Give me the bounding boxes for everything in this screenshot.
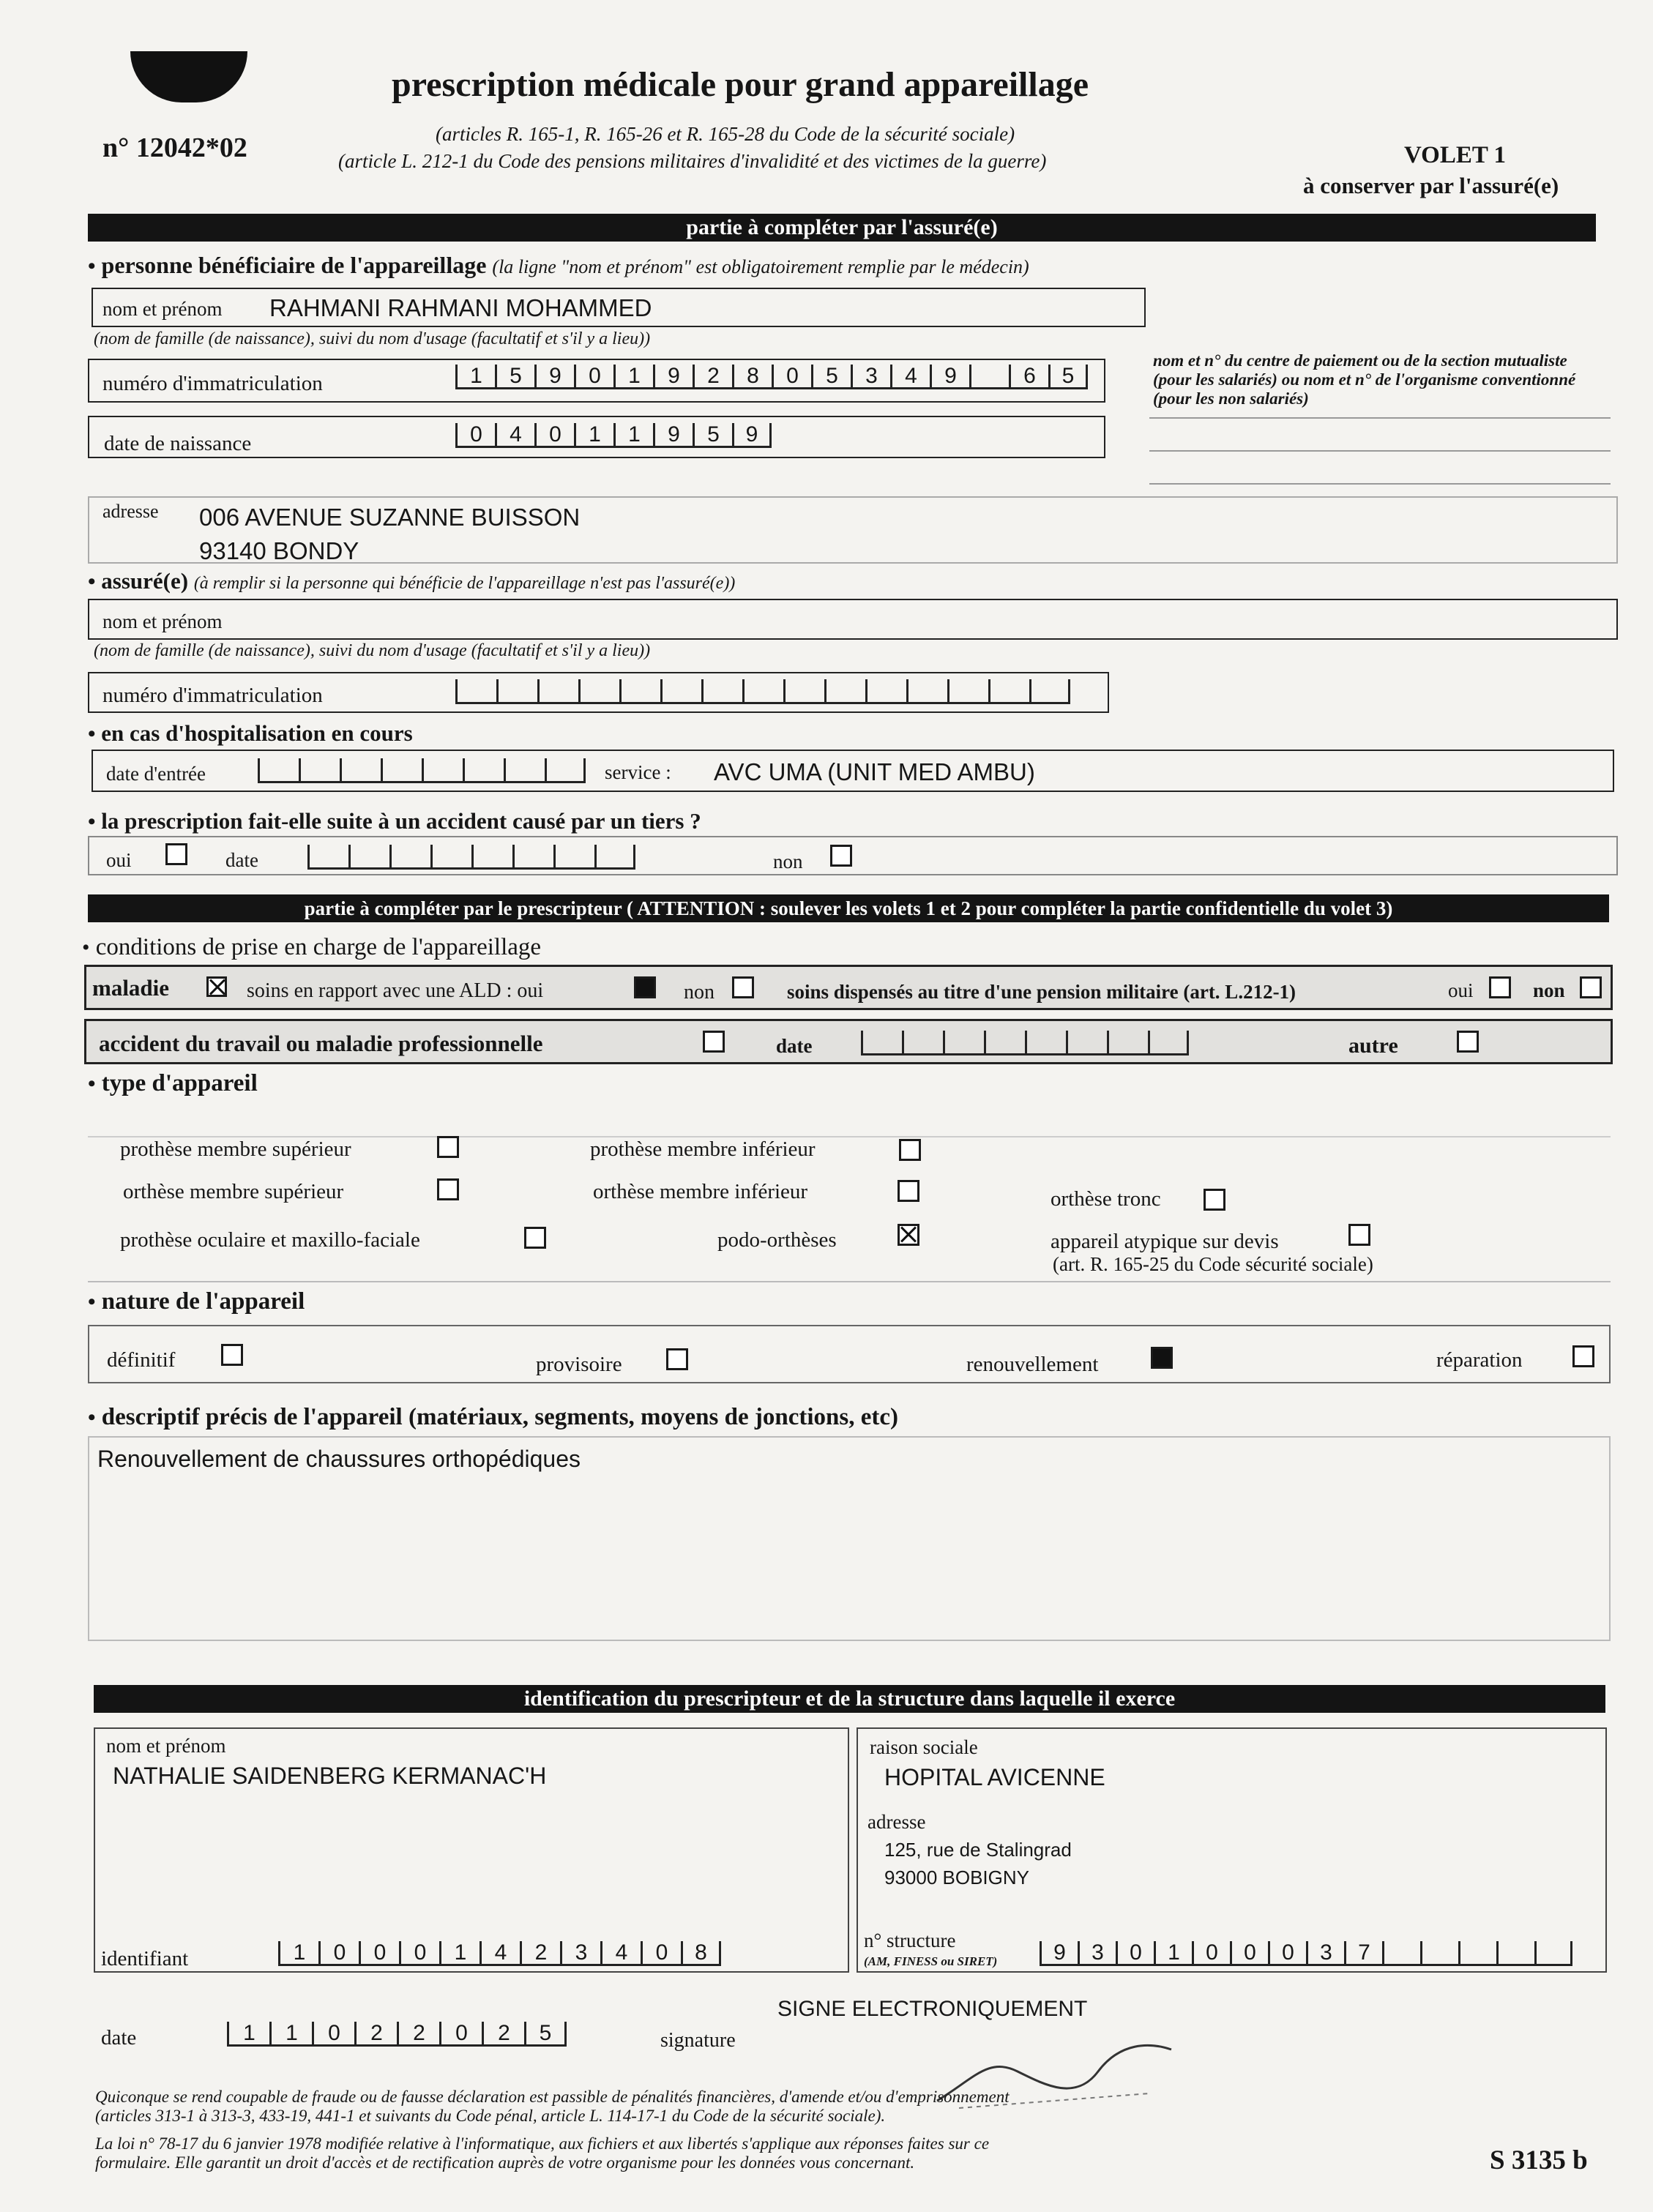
digit-cell[interactable]: 4 <box>890 365 930 389</box>
digit-cell[interactable]: 0 <box>1116 1941 1154 1966</box>
identifiant-label: identifiant <box>101 1947 189 1970</box>
digit-cell[interactable] <box>594 845 635 870</box>
accident-heading <box>88 808 701 834</box>
digit-cell[interactable] <box>340 758 381 783</box>
digit-cell[interactable]: 5 <box>495 365 534 389</box>
structure-adresse-label: adresse <box>867 1811 926 1833</box>
insured-heading <box>88 568 735 594</box>
type-orthese-inf-label: orthèse membre inférieur <box>593 1180 808 1203</box>
centre-paiement-note: nom et n° du centre de paiement ou de la section mutualiste (pour les salariés) ou nom et n° de l'organisme conventionné (pour les non salariés) <box>1153 351 1576 408</box>
digit-cell[interactable]: 1 <box>574 423 613 448</box>
structure-number-label: n° structure <box>864 1929 956 1951</box>
ald-oui-checkbox[interactable] <box>634 976 656 998</box>
digit-cell[interactable]: 3 <box>851 365 890 389</box>
digit-cell[interactable] <box>381 758 422 783</box>
bullet-icon: • <box>88 1405 96 1430</box>
ald-non-checkbox[interactable] <box>732 976 754 998</box>
nature-renouvellement-label: renouvellement <box>966 1353 1099 1376</box>
insured-immat-label: numéro d'immatriculation <box>102 684 323 707</box>
accident-date-label: date <box>225 849 258 871</box>
signed-electronically: SIGNE ELECTRONIQUEMENT <box>777 1997 1088 2021</box>
digit-cell[interactable]: 1 <box>227 2022 269 2047</box>
type-orthese-sup-checkbox[interactable] <box>437 1178 459 1200</box>
digit-cell[interactable] <box>463 758 504 783</box>
digit-cell[interactable] <box>902 1031 943 1055</box>
page-title: prescription médicale pour grand appareillage <box>392 65 1089 104</box>
nature-renouvellement-checkbox[interactable] <box>1151 1347 1173 1369</box>
digit-cell[interactable]: 0 <box>641 1941 681 1966</box>
beneficiary-name-label: nom et prénom <box>102 298 223 320</box>
address-line-2: 93140 BONDY <box>199 537 359 564</box>
prescriber-name-value: NATHALIE SAIDENBERG KERMANAC'H <box>113 1763 547 1789</box>
beneficiary-name-hint: (nom de famille (de naissance), suivi du nom d'usage (facultatif et s'il y a lieu)) <box>94 329 651 348</box>
digit-cell[interactable]: 1 <box>278 1941 318 1966</box>
accident-date-digits[interactable] <box>307 845 635 870</box>
pension-non-label: non <box>1533 979 1565 1001</box>
digit-cell[interactable]: 0 <box>439 2022 482 2047</box>
fraud-notice-2: (articles 313-1 à 313-3, 433-19, 441-1 et suivants du Code pénal, article L. 114-17-1 du Code de la sécurité sociale). <box>95 2107 886 2125</box>
digit-cell[interactable]: 9 <box>653 423 693 448</box>
cerfa-logo <box>130 51 247 102</box>
type-prothese-inf-label: prothèse membre inférieur <box>590 1137 816 1161</box>
section-bar-identification: identification du prescripteur et de la structure dans laquelle il exerce <box>94 1685 1605 1713</box>
at-date-label: date <box>776 1035 813 1057</box>
digit-cell[interactable] <box>553 845 594 870</box>
digit-cell[interactable] <box>1066 1031 1107 1055</box>
digit-cell[interactable] <box>578 679 619 704</box>
entry-date-label: date d'entrée <box>106 763 206 785</box>
dob-label: date de naissance <box>104 432 252 455</box>
nature-field <box>88 1325 1611 1383</box>
identifiant-digits[interactable] <box>278 1941 721 1966</box>
digit-cell[interactable]: 1 <box>455 365 495 389</box>
accident-oui-label: oui <box>106 849 132 871</box>
type-atypique-ref: (art. R. 165-25 du Code sécurité sociale) <box>1053 1253 1373 1275</box>
hospital-heading <box>88 720 413 747</box>
digit-cell[interactable]: 0 <box>534 423 574 448</box>
maladie-label: maladie <box>92 975 170 1001</box>
at-date-digits[interactable] <box>861 1031 1189 1055</box>
accident-heading-text: la prescription fait-elle suite à un accident causé par un tiers ? <box>101 808 701 834</box>
digit-cell[interactable] <box>1382 1941 1420 1966</box>
digit-cell[interactable] <box>906 679 947 704</box>
pension-oui-checkbox[interactable] <box>1489 976 1511 998</box>
digit-cell[interactable]: 0 <box>312 2022 354 2047</box>
descriptif-value: Renouvellement de chaussures orthopédiques <box>97 1446 581 1472</box>
type-prothese-oculaire-label: prothèse oculaire et maxillo-faciale <box>120 1228 420 1252</box>
loi-notice-2: formulaire. Elle garantit un droit d'accès et de rectification auprès de votre organisme pour les données vous concernant. <box>95 2153 915 2172</box>
service-value: AVC UMA (UNIT MED AMBU) <box>714 758 1035 785</box>
digit-cell[interactable]: 4 <box>600 1941 641 1966</box>
prescription-date-label: date <box>101 2026 137 2050</box>
digit-cell[interactable] <box>496 679 537 704</box>
type-orthese-tronc-checkbox[interactable] <box>1204 1189 1225 1211</box>
immat-label: numéro d'immatriculation <box>102 372 323 395</box>
accident-travail-label: accident du travail ou maladie professionnelle <box>99 1031 543 1056</box>
conditions-heading <box>82 934 541 961</box>
digit-cell[interactable] <box>701 679 742 704</box>
digit-cell[interactable] <box>537 679 578 704</box>
digit-cell[interactable] <box>258 758 299 783</box>
nature-heading-text: nature de l'appareil <box>101 1288 305 1315</box>
digit-cell[interactable] <box>660 679 701 704</box>
type-orthese-inf-checkbox[interactable] <box>898 1180 919 1202</box>
service-label: service : <box>605 761 671 783</box>
digit-cell[interactable] <box>422 758 463 783</box>
digit-cell[interactable] <box>1148 1031 1189 1055</box>
digit-cell[interactable] <box>947 679 988 704</box>
digit-cell[interactable]: 3 <box>1306 1941 1344 1966</box>
dob-digits[interactable] <box>455 423 772 448</box>
digit-cell[interactable]: 1 <box>613 423 653 448</box>
digit-cell[interactable] <box>969 365 1009 389</box>
digit-cell[interactable] <box>1420 1941 1458 1966</box>
type-orthese-tronc-label: orthèse tronc <box>1051 1187 1161 1211</box>
autre-label: autre <box>1348 1034 1398 1058</box>
digit-cell[interactable]: 4 <box>495 423 534 448</box>
descriptif-heading <box>88 1404 898 1431</box>
beneficiary-name-value: RAHMANI RAHMANI MOHAMMED <box>269 294 652 321</box>
ald-label: soins en rapport avec une ALD : oui <box>247 979 544 1002</box>
insured-heading-text: assuré(e) <box>101 568 189 594</box>
structure-adresse-line-1: 125, rue de Stalingrad <box>884 1839 1072 1861</box>
nature-provisoire-label: provisoire <box>536 1353 622 1376</box>
digit-cell[interactable] <box>943 1031 984 1055</box>
type-prothese-sup-label: prothèse membre supérieur <box>120 1137 351 1161</box>
type-atypique-checkbox[interactable] <box>1348 1224 1370 1246</box>
digit-cell[interactable] <box>389 845 430 870</box>
maladie-checkbox[interactable] <box>206 976 227 997</box>
centre-line-2 <box>1149 450 1611 452</box>
type-prothese-inf-checkbox[interactable] <box>899 1139 921 1161</box>
digit-cell[interactable] <box>1029 679 1070 704</box>
bullet-icon: • <box>88 254 96 278</box>
accident-non-label: non <box>773 851 803 873</box>
type-heading-text: type d'appareil <box>101 1070 258 1096</box>
beneficiary-heading <box>88 252 1029 279</box>
prescription-date-digits[interactable] <box>227 2022 567 2047</box>
digit-cell[interactable]: 8 <box>681 1941 721 1966</box>
nature-definitif-checkbox[interactable] <box>221 1344 243 1366</box>
digit-cell[interactable]: 1 <box>613 365 653 389</box>
type-podo-checkbox[interactable] <box>898 1224 919 1246</box>
digit-cell[interactable] <box>824 679 865 704</box>
digit-cell[interactable]: 0 <box>399 1941 439 1966</box>
structure-number-sub: (AM, FINESS ou SIRET) <box>864 1954 998 1968</box>
digit-cell[interactable]: 9 <box>1040 1941 1078 1966</box>
digit-cell[interactable]: 0 <box>318 1941 359 1966</box>
centre-line-3 <box>1149 483 1611 485</box>
volet-subtitle: à conserver par l'assuré(e) <box>1303 173 1559 198</box>
fraud-notice-1: Quiconque se rend coupable de fraude ou de fausse déclaration est passible de pénalités financières, d'amende et/ou d'emprisonnement <box>95 2088 1010 2106</box>
digit-cell[interactable] <box>545 758 586 783</box>
descriptif-heading-text: descriptif précis de l'appareil (matériaux, segments, moyens de jonctions, etc) <box>101 1404 898 1430</box>
digit-cell[interactable]: 8 <box>732 365 772 389</box>
digit-cell[interactable] <box>1025 1031 1066 1055</box>
digit-cell[interactable]: 5 <box>1048 365 1088 389</box>
digit-cell[interactable]: 5 <box>524 2022 567 2047</box>
digit-cell[interactable] <box>504 758 545 783</box>
raison-sociale-label: raison sociale <box>870 1736 978 1758</box>
type-podo-label: podo-orthèses <box>717 1228 837 1252</box>
digit-cell[interactable] <box>430 845 471 870</box>
digit-cell[interactable] <box>861 1031 902 1055</box>
address-label: adresse <box>102 501 159 522</box>
digit-cell[interactable]: 3 <box>1078 1941 1116 1966</box>
digit-cell[interactable]: 0 <box>772 365 811 389</box>
digit-cell[interactable]: 2 <box>520 1941 560 1966</box>
legal-reference-1: (articles R. 165-1, R. 165-26 et R. 165-28 du Code de la sécurité sociale) <box>436 123 1015 145</box>
entry-date-digits[interactable] <box>258 758 586 783</box>
pension-non-checkbox[interactable] <box>1580 976 1602 998</box>
digit-cell[interactable] <box>348 845 389 870</box>
pension-oui-label: oui <box>1448 979 1474 1001</box>
digit-cell[interactable] <box>307 845 348 870</box>
autre-checkbox[interactable] <box>1457 1031 1479 1053</box>
digit-cell[interactable]: 2 <box>693 365 732 389</box>
form-code: S 3135 b <box>1490 2145 1588 2175</box>
digit-cell[interactable]: 0 <box>1268 1941 1306 1966</box>
digit-cell[interactable] <box>455 679 496 704</box>
accident-oui-checkbox[interactable] <box>165 843 187 865</box>
digit-cell[interactable]: 4 <box>480 1941 520 1966</box>
digit-cell[interactable]: 6 <box>1009 365 1048 389</box>
bullet-icon: • <box>88 1290 96 1314</box>
digit-cell[interactable] <box>1107 1031 1148 1055</box>
bullet-icon: • <box>88 569 96 594</box>
insured-name-hint: (nom de famille (de naissance), suivi du nom d'usage (facultatif et s'il y a lieu)) <box>94 641 651 660</box>
digit-cell[interactable]: 5 <box>693 423 732 448</box>
nature-definitif-label: définitif <box>107 1348 176 1372</box>
address-line-1: 006 AVENUE SUZANNE BUISSON <box>199 504 581 531</box>
prescriber-name-label: nom et prénom <box>106 1735 226 1757</box>
digit-cell[interactable]: 2 <box>397 2022 439 2047</box>
nature-reparation-label: réparation <box>1436 1348 1523 1372</box>
bullet-icon: • <box>82 935 90 960</box>
digit-cell[interactable] <box>471 845 512 870</box>
beneficiary-heading-text: personne bénéficiaire de l'appareillage <box>101 252 487 278</box>
immat-digits[interactable] <box>455 365 1088 389</box>
digit-cell[interactable]: 0 <box>359 1941 399 1966</box>
raison-sociale-value: HOPITAL AVICENNE <box>884 1764 1105 1790</box>
bullet-icon: • <box>88 1072 96 1096</box>
digit-cell[interactable]: 1 <box>269 2022 312 2047</box>
type-atypique-label: appareil atypique sur devis <box>1051 1230 1279 1253</box>
volet-label: VOLET 1 <box>1404 142 1507 168</box>
section-bar-assure: partie à compléter par l'assuré(e) <box>88 214 1596 242</box>
digit-cell[interactable]: 3 <box>560 1941 600 1966</box>
accident-travail-checkbox[interactable] <box>703 1031 725 1053</box>
digit-cell[interactable] <box>865 679 906 704</box>
nature-provisoire-checkbox[interactable] <box>666 1348 688 1370</box>
digit-cell[interactable] <box>988 679 1029 704</box>
digit-cell[interactable] <box>619 679 660 704</box>
digit-cell[interactable]: 9 <box>930 365 969 389</box>
structure-digits[interactable] <box>1040 1941 1572 1966</box>
digit-cell[interactable]: 0 <box>1192 1941 1230 1966</box>
digit-cell[interactable] <box>299 758 340 783</box>
digit-cell[interactable]: 2 <box>354 2022 397 2047</box>
centre-line-1 <box>1149 417 1611 419</box>
digit-cell[interactable] <box>1496 1941 1534 1966</box>
section-bar-prescripteur: partie à compléter par le prescripteur ( ATTENTION : soulever les volets 1 et 2 pour compléter la partie confidentielle du volet 3) <box>88 894 1609 922</box>
insured-note: (à remplir si la personne qui bénéficie de l'appareillage n'est pas l'assuré(e)) <box>193 574 736 593</box>
digit-cell[interactable]: 7 <box>1344 1941 1382 1966</box>
digit-cell[interactable]: 1 <box>439 1941 480 1966</box>
pension-label: soins dispensés au titre d'une pension militaire (art. L.212-1) <box>787 981 1296 1003</box>
ald-non-label: non <box>684 981 714 1004</box>
digit-cell[interactable]: 0 <box>574 365 613 389</box>
conditions-heading-text: conditions de prise en charge de l'appareillage <box>95 934 542 960</box>
insured-immat-digits[interactable] <box>455 679 1070 704</box>
digit-cell[interactable]: 9 <box>534 365 574 389</box>
digit-cell[interactable]: 1 <box>1154 1941 1192 1966</box>
insured-name-label: nom et prénom <box>102 610 223 632</box>
digit-cell[interactable]: 0 <box>455 423 495 448</box>
nature-heading <box>88 1288 305 1315</box>
hospital-heading-text: en cas d'hospitalisation en cours <box>101 720 413 746</box>
digit-cell[interactable] <box>984 1031 1025 1055</box>
form-number: n° 12042*02 <box>102 132 247 163</box>
digit-cell[interactable] <box>1458 1941 1496 1966</box>
bullet-icon: • <box>88 722 96 746</box>
digit-cell[interactable]: 0 <box>1230 1941 1268 1966</box>
type-prothese-oculaire-checkbox[interactable] <box>524 1227 546 1249</box>
type-separator-bottom <box>88 1281 1611 1282</box>
type-prothese-sup-checkbox[interactable] <box>437 1136 459 1158</box>
beneficiary-note: (la ligne "nom et prénom" est obligatoirement remplie par le médecin) <box>492 256 1029 277</box>
type-heading <box>88 1070 258 1097</box>
type-orthese-sup-label: orthèse membre supérieur <box>123 1180 344 1203</box>
digit-cell[interactable]: 9 <box>732 423 772 448</box>
loi-notice-1: La loi n° 78-17 du 6 janvier 1978 modifiée relative à l'informatique, aux fichiers et aux libertés s'applique aux réponses faites sur ce <box>95 2134 990 2153</box>
nature-reparation-checkbox[interactable] <box>1572 1345 1594 1367</box>
bullet-icon: • <box>88 810 96 834</box>
digit-cell[interactable]: 2 <box>482 2022 524 2047</box>
digit-cell[interactable]: 5 <box>811 365 851 389</box>
digit-cell[interactable]: 9 <box>653 365 693 389</box>
digit-cell[interactable] <box>1534 1941 1572 1966</box>
accident-non-checkbox[interactable] <box>830 845 852 867</box>
signature-label: signature <box>660 2029 736 2052</box>
digit-cell[interactable] <box>783 679 824 704</box>
insured-name-field[interactable] <box>88 599 1618 640</box>
structure-adresse-line-2: 93000 BOBIGNY <box>884 1867 1029 1888</box>
legal-reference-2: (article L. 212-1 du Code des pensions militaires d'invalidité et des victimes de la guerre) <box>338 150 1047 172</box>
digit-cell[interactable] <box>512 845 553 870</box>
digit-cell[interactable] <box>742 679 783 704</box>
